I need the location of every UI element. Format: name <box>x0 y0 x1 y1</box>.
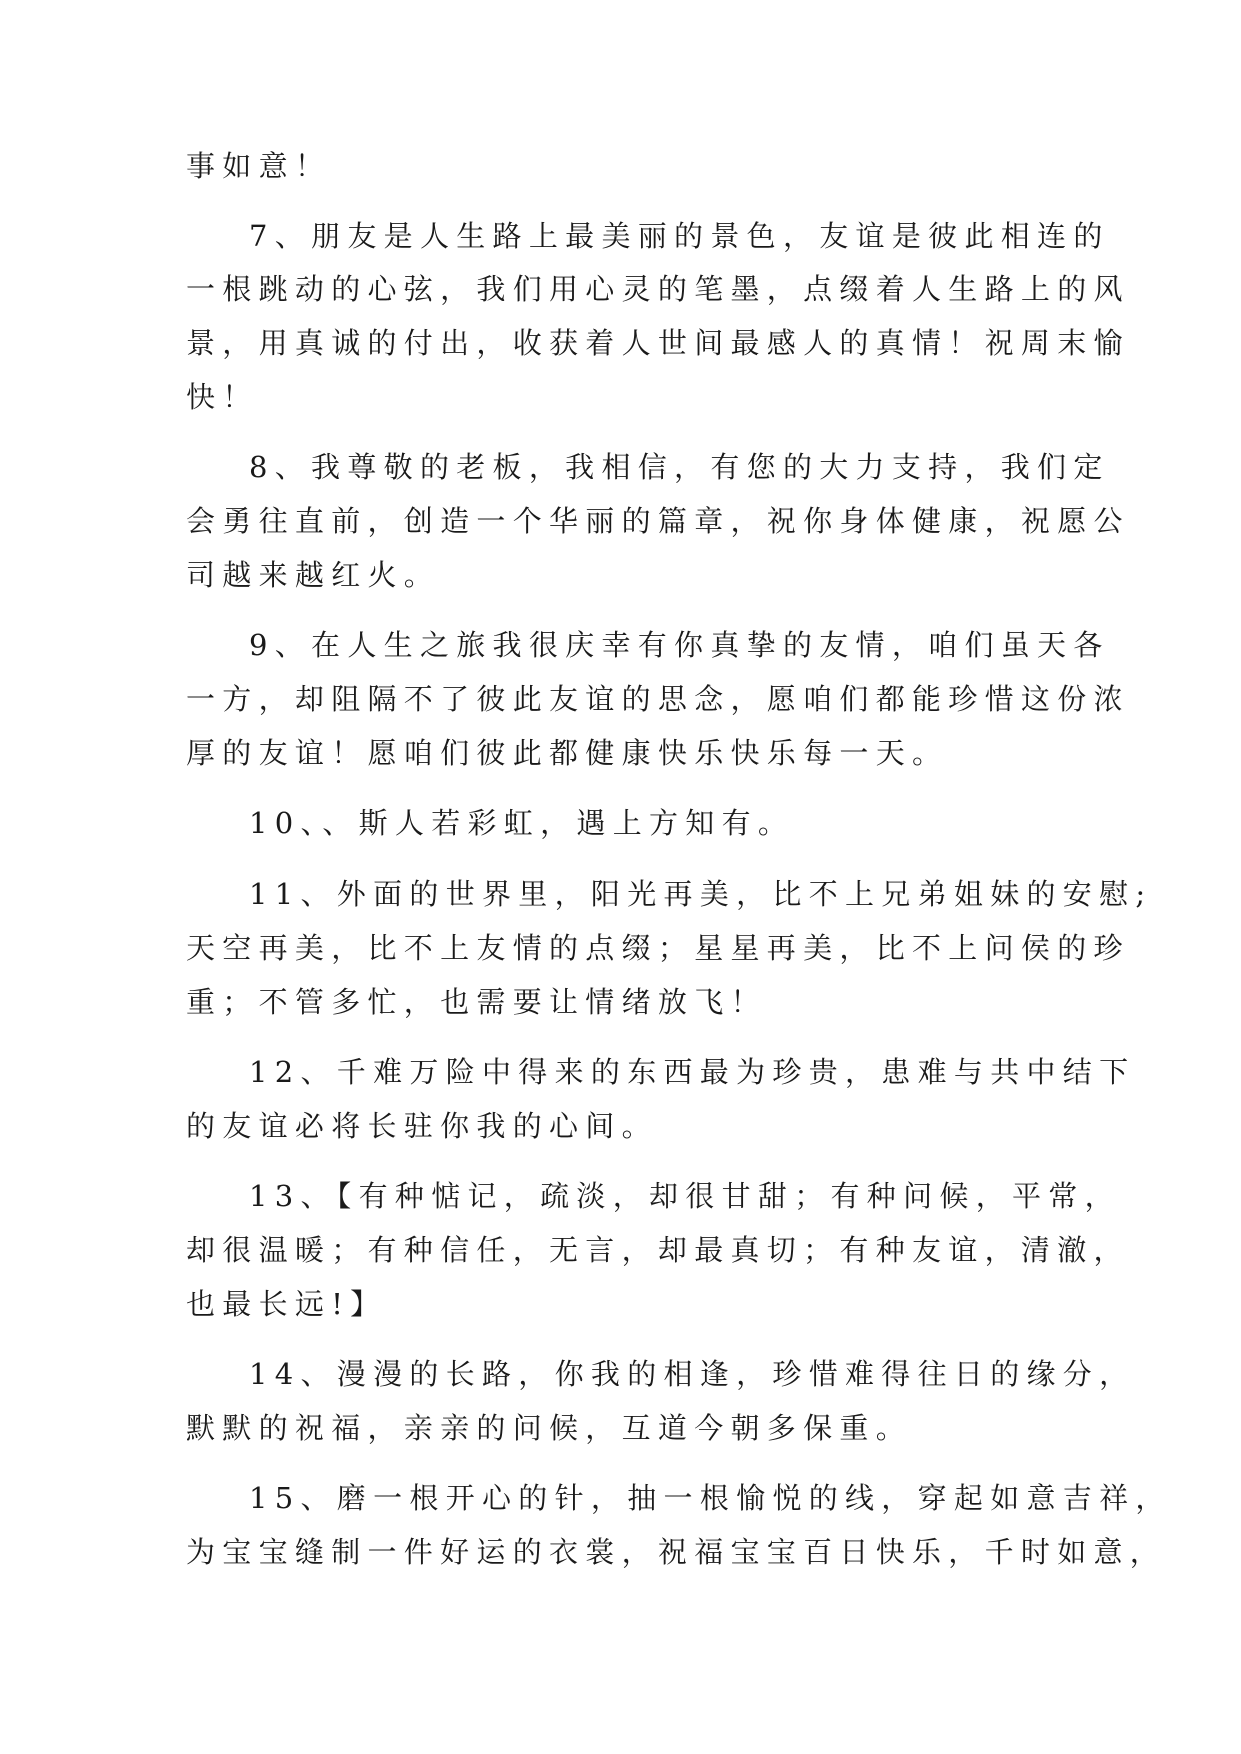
paragraph-10: 10、、斯人若彩虹，遇上方知有。 <box>249 806 795 840</box>
paragraph-15-start: 15、磨一根开心的针，抽一根愉悦的线，穿起如意吉祥， <box>249 1481 1172 1515</box>
text-line: 默默的祝福，亲亲的问候，互道今朝多保重。 <box>186 1411 913 1445</box>
paragraph-9-start: 9、在人生之旅我很庆幸有你真挚的友情，咱们虽天各 <box>249 628 1110 662</box>
text-line: 事如意！ <box>186 149 332 183</box>
text-line: 也最长远!】 <box>186 1287 387 1321</box>
paragraph-12-start: 12、千难万险中得来的东西最为珍贵，患难与共中结下 <box>249 1055 1136 1089</box>
text-line: 一根跳动的心弦，我们用心灵的笔墨，点缀着人生路上的风 <box>186 272 1130 306</box>
text-line: 会勇往直前，创造一个华丽的篇章，祝你身体健康，祝愿公 <box>186 504 1130 538</box>
paragraph-14-start: 14、漫漫的长路，你我的相逢，珍惜难得往日的缘分， <box>249 1357 1136 1391</box>
text-line: 天空再美，比不上友情的点缀；星星再美，比不上问侯的珍 <box>186 931 1130 965</box>
text-line: 司越来越红火。 <box>186 558 441 592</box>
text-line: 的友谊必将长驻你我的心间。 <box>186 1109 658 1143</box>
paragraph-11-start: 11、外面的世界里，阳光再美，比不上兄弟姐妹的安慰; <box>249 877 1153 911</box>
text-line: 一方，却阻隔不了彼此友谊的思念，愿咱们都能珍惜这份浓 <box>186 682 1130 716</box>
text-line: 厚的友谊！愿咱们彼此都健康快乐快乐每一天。 <box>186 736 949 770</box>
paragraph-8-start: 8、我尊敬的老板，我相信，有您的大力支持，我们定 <box>249 450 1110 484</box>
paragraph-7-start: 7、朋友是人生路上最美丽的景色，友谊是彼此相连的 <box>249 219 1110 253</box>
text-line: 却很温暖；有种信任，无言，却最真切；有种友谊，清澈， <box>186 1233 1130 1267</box>
text-line: 重；不管多忙，也需要让情绪放飞！ <box>186 985 767 1019</box>
text-line: 为宝宝缝制一件好运的衣裳，祝福宝宝百日快乐，千时如意， <box>186 1535 1167 1569</box>
document-page <box>186 148 1172 1569</box>
text-line: 景，用真诚的付出，收获着人世间最感人的真情！祝周末愉 <box>186 326 1130 360</box>
paragraph-13-start: 13、【有种惦记，疏淡，却很甘甜；有种问候，平常， <box>249 1179 1121 1213</box>
text-line: 快！ <box>186 380 259 414</box>
